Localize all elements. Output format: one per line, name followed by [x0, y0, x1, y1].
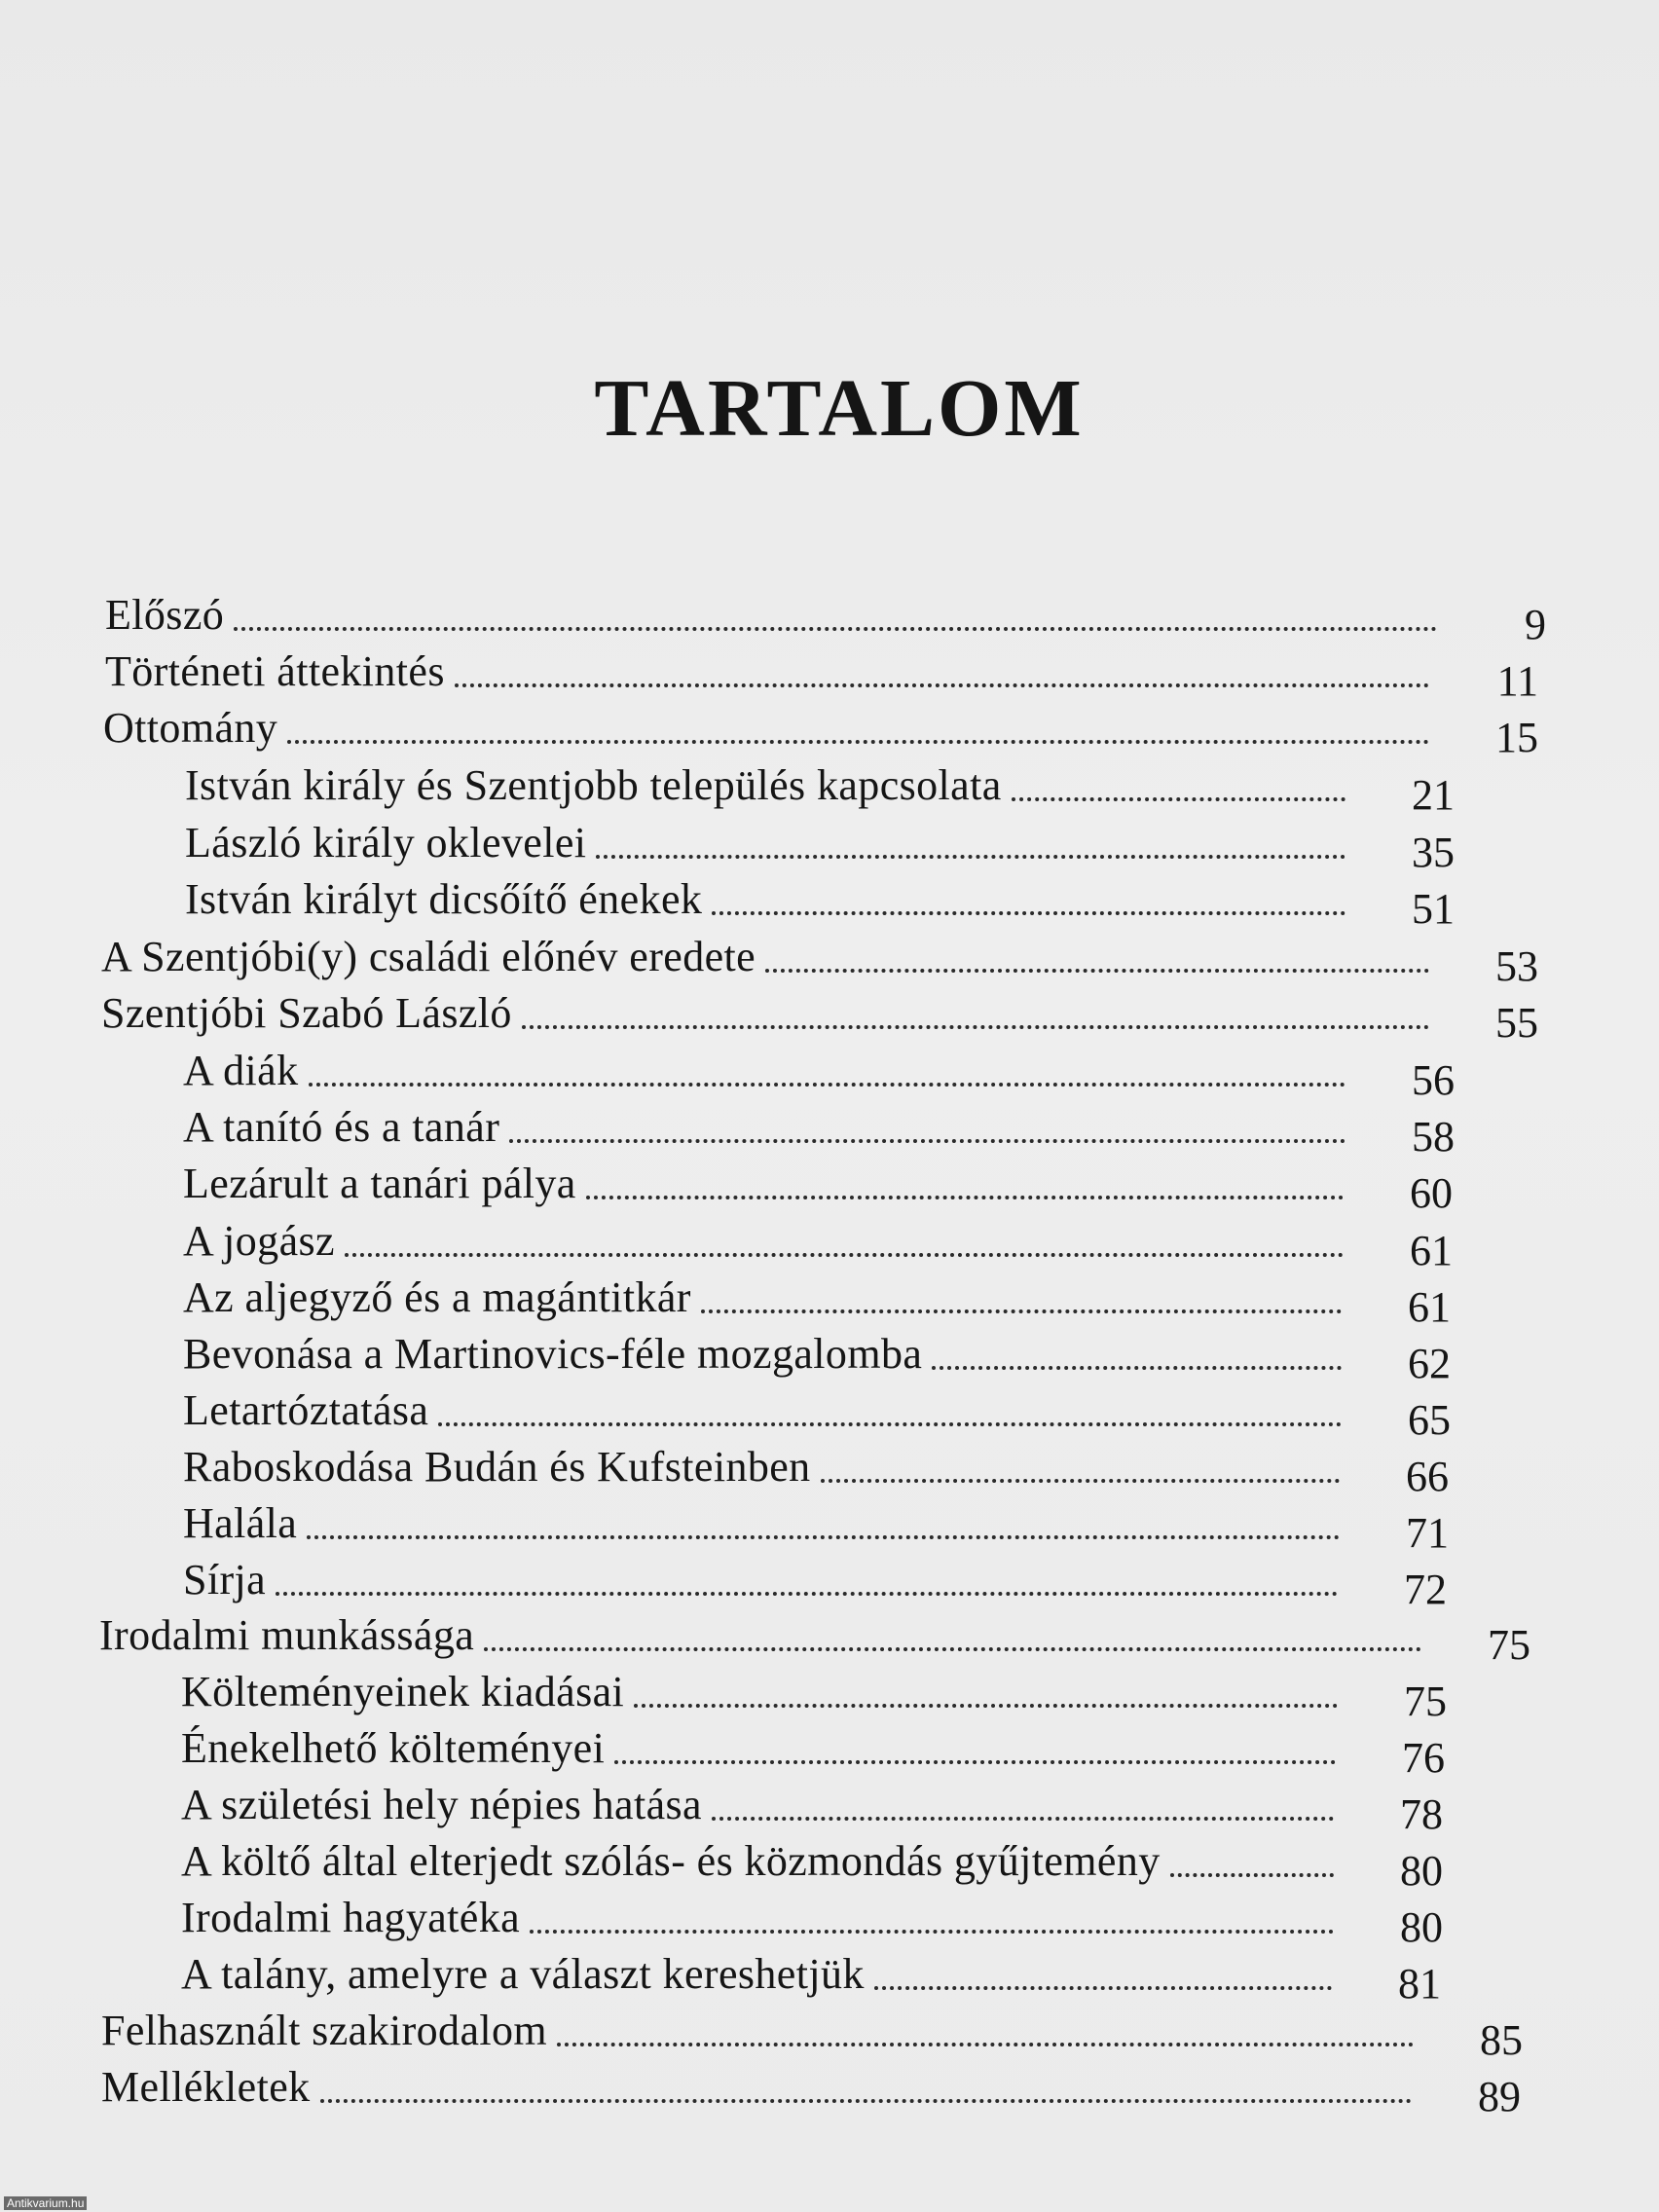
toc-entry: [105, 588, 1546, 648]
page-title: TARTALOM: [594, 363, 1085, 454]
toc-entry-page: 78: [1400, 1790, 1443, 1838]
toc-entry-page: 75: [1488, 1621, 1530, 1669]
toc-entry-page: 81: [1398, 1960, 1441, 2008]
dot-leader: [596, 855, 1346, 859]
toc-entry-label: Bevonása a Martinovics-féle mozgalomba: [183, 1330, 923, 1378]
dot-leader: [530, 1930, 1334, 1934]
dot-leader: [874, 1986, 1332, 1990]
toc-entry: [101, 2060, 1521, 2120]
dot-leader: [309, 1083, 1346, 1087]
toc-entry-page: 66: [1406, 1453, 1449, 1500]
toc-entry: [183, 1440, 1449, 1500]
dot-leader: [287, 740, 1429, 744]
toc-entry-label: Ottomány: [103, 704, 278, 752]
toc-entry: [183, 1271, 1451, 1331]
dot-leader: [701, 1309, 1342, 1313]
toc-entry-page: 72: [1404, 1566, 1447, 1613]
toc-entry: [183, 1553, 1447, 1613]
toc-entry-label: Raboskodása Budán és Kufsteinben: [183, 1443, 811, 1491]
toc-entry: [185, 872, 1455, 933]
toc-entry-label: Letartóztatása: [183, 1386, 429, 1434]
dot-leader: [276, 1592, 1338, 1596]
dot-leader: [1012, 797, 1346, 801]
dot-leader: [557, 2043, 1414, 2046]
dot-leader: [765, 969, 1429, 973]
dot-leader: [614, 1760, 1336, 1764]
toc-entry-label: István király és Szentjobb település kapcsolata: [185, 761, 1002, 809]
toc-entry-page: 56: [1412, 1056, 1455, 1104]
dot-leader: [438, 1422, 1342, 1426]
toc-entry-label: Előszó: [105, 591, 225, 639]
toc-entry-page: 75: [1404, 1677, 1447, 1725]
watermark-label: Antikvarium.hu: [4, 2196, 87, 2210]
toc-entry: [101, 2004, 1523, 2064]
toc-entry-label: Irodalmi munkássága: [99, 1611, 475, 1659]
toc-entry: [181, 1891, 1443, 1951]
dot-leader: [307, 1535, 1340, 1539]
dot-leader: [634, 1704, 1338, 1708]
toc-entry: [181, 1834, 1443, 1895]
toc-entry-label: Az aljegyző és a magántitkár: [183, 1273, 691, 1321]
toc-entry-label: Történeti áttekintés: [105, 647, 445, 695]
toc-entry-page: 65: [1408, 1396, 1451, 1444]
dot-leader: [320, 2099, 1412, 2103]
toc-entry: [183, 1044, 1455, 1104]
toc-entry-page: 85: [1480, 2016, 1523, 2064]
toc-entry: [183, 1157, 1453, 1217]
toc-entry-label: Költeményeinek kiadásai: [181, 1668, 625, 1715]
toc-entry: [183, 1100, 1455, 1161]
toc-entry: [101, 986, 1538, 1047]
toc-entry-label: A talány, amelyre a választ kereshetjük: [181, 1950, 865, 1998]
dot-leader: [932, 1366, 1342, 1370]
toc-entry-label: A születési hely népies hatása: [181, 1781, 702, 1828]
dot-leader: [509, 1139, 1346, 1143]
toc-entry-label: A jogász: [183, 1217, 335, 1265]
toc-entry: [181, 1778, 1443, 1838]
toc-entry: [99, 1608, 1530, 1669]
dot-leader: [1170, 1873, 1334, 1877]
toc-entry-label: Sírja: [183, 1556, 267, 1604]
toc-entry-label: István királyt dicsőítő énekek: [185, 875, 703, 923]
toc-entry: [181, 1947, 1441, 2008]
toc-entry-page: 71: [1406, 1509, 1449, 1557]
dot-leader: [522, 1025, 1429, 1029]
toc-entry-label: A diák: [183, 1047, 299, 1094]
toc-entry: [105, 645, 1538, 705]
toc-entry-page: 55: [1495, 999, 1538, 1047]
toc-entry-page: 9: [1525, 601, 1546, 648]
toc-entry-page: 61: [1410, 1227, 1453, 1274]
toc-entry-page: 15: [1495, 714, 1538, 761]
toc-entry-label: A tanító és a tanár: [183, 1103, 500, 1151]
toc-entry-page: 21: [1412, 771, 1455, 819]
toc-entry: [183, 1327, 1451, 1387]
toc-entry: [183, 1214, 1453, 1274]
toc-entry: [185, 758, 1455, 819]
dot-leader: [345, 1253, 1344, 1257]
toc-entry-label: A Szentjóbi(y) családi előnév eredete: [101, 933, 756, 980]
toc-entry: [183, 1383, 1451, 1444]
toc-entry-page: 58: [1412, 1113, 1455, 1161]
dot-leader: [712, 1817, 1334, 1821]
dot-leader: [455, 683, 1429, 687]
toc-entry: [103, 701, 1538, 761]
toc-entry-page: 89: [1478, 2073, 1521, 2120]
toc-entry-label: Irodalmi hagyatéka: [181, 1894, 521, 1941]
toc-entry-label: Felhasznált szakirodalom: [101, 2007, 548, 2054]
toc-entry-page: 53: [1495, 942, 1538, 990]
toc-entry-page: 76: [1402, 1734, 1445, 1782]
toc-entry: [183, 1496, 1449, 1557]
toc-entry-label: Énekelhető költeményei: [181, 1724, 606, 1772]
toc-entry-page: 11: [1496, 657, 1538, 705]
toc-entry: [101, 930, 1538, 990]
toc-entry: [181, 1721, 1445, 1782]
dot-leader: [586, 1196, 1344, 1199]
toc-entry-page: 61: [1408, 1283, 1451, 1331]
dot-leader: [712, 911, 1346, 915]
dot-leader: [234, 627, 1437, 631]
toc-entry-label: Halála: [183, 1499, 298, 1547]
toc-entry-label: Szentjóbi Szabó László: [101, 989, 512, 1037]
toc-entry-page: 60: [1410, 1169, 1453, 1217]
toc-entry-label: Lezárult a tanári pálya: [183, 1160, 576, 1207]
dot-leader: [484, 1647, 1421, 1651]
toc-entry-page: 80: [1400, 1903, 1443, 1951]
toc-entry: [185, 816, 1455, 876]
dot-leader: [821, 1479, 1340, 1483]
toc-entry-label: A költő által elterjedt szólás- és közmondás gyűjtemény: [181, 1837, 1161, 1885]
toc-entry-page: 80: [1400, 1847, 1443, 1895]
toc-entry-label: Mellékletek: [101, 2063, 311, 2111]
toc-entry-page: 62: [1408, 1340, 1451, 1387]
toc-entry-page: 51: [1412, 885, 1455, 933]
toc-entry: [181, 1665, 1447, 1725]
toc-entry-label: László király oklevelei: [185, 819, 587, 866]
toc-entry-page: 35: [1412, 829, 1455, 876]
